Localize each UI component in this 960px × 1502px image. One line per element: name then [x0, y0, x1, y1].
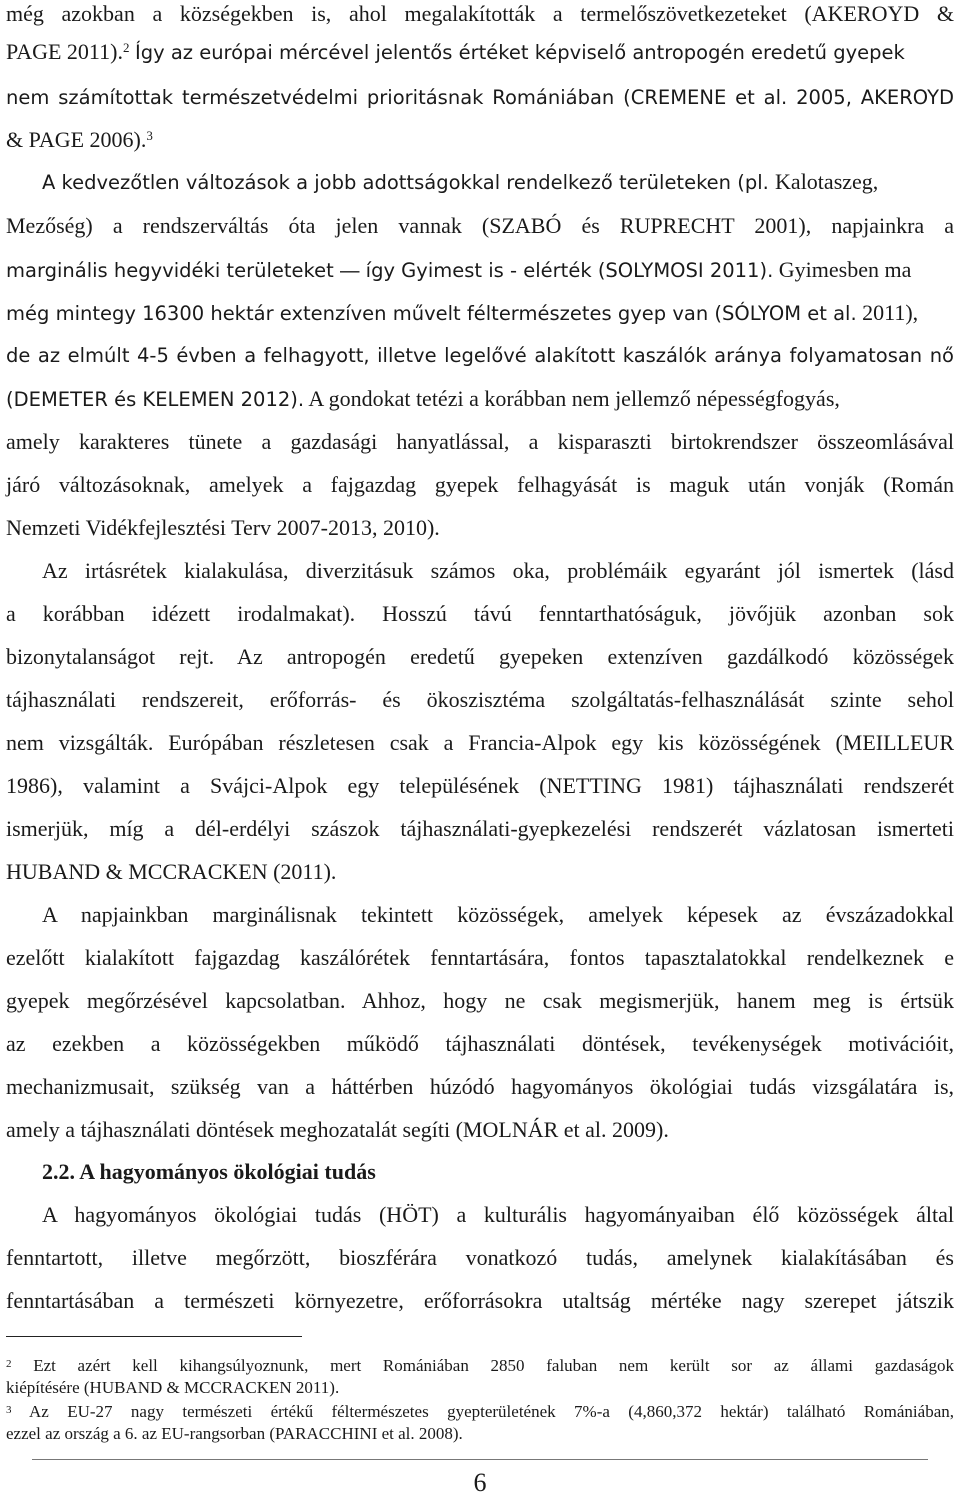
paragraph-line: még azokban a községekben is, ahol megalakították a termelőszövetkezeteket (AKEROYD &	[6, 1, 954, 26]
paragraph-line: amely karakteres tünete a gazdasági hanyatlással, a kisparaszti birtokrendszer összeomlásával	[6, 429, 954, 454]
paragraph-line: Nemzeti Vidékfejlesztési Terv 2007-2013, 2010).	[6, 515, 440, 540]
paragraph-line: fenntartásában a természeti környezetre, erőforrásokra utaltság mértéke nagy szerepet játszik	[6, 1288, 954, 1313]
page-number: 6	[473, 1468, 487, 1497]
footnote-3-cont: ezzel az ország a 6. az EU-rangsorban (PARACCHINI et al. 2008).	[6, 1424, 463, 1443]
footnote-ref: 2	[122, 40, 130, 55]
paragraph-line: & PAGE 2006).$^3$	[6, 127, 153, 152]
paragraph-line: gyepek megőrzésével kapcsolatban. Ahhoz, hogy ne csak megismerjük, hanem meg is értsük	[6, 988, 954, 1013]
paragraph-line: a korábban idézett irodalmakat). Hosszú távú fenntarthatóságuk, jövőjük azonban sok	[6, 601, 954, 626]
paragraph-line: A kedvezőtlen változások a jobb adottságokkal rendelkező területeken (pl. Kalotaszeg,	[42, 169, 879, 194]
paragraph-segment: Így az európai mércével jelentős értéket képviselő antropogén eredetű gyepek	[134, 41, 905, 64]
paragraph-line: bizonytalanságot rejt. Az antropogén eredetű gyepeken extenzíven gazdálkodó közösségek	[6, 644, 954, 669]
paragraph-line: PAGE 2011).$^2$ Így az európai mércével jelentős értéket képviselő antropogén eredetű gyepek	[6, 39, 905, 64]
paragraph-line: HUBAND & MCCRACKEN (2011).	[6, 859, 337, 884]
paragraph-line: Mezőség) a rendszerváltás óta jelen vannak (SZABÓ és RUPRECHT 2001), napjainkra a	[6, 213, 954, 238]
footnote-separator	[6, 1336, 302, 1337]
section-heading: 2.2. A hagyományos ökológiai tudás	[42, 1159, 376, 1184]
paragraph-line: 1986), valamint a Svájci-Alpok egy településének (NETTING 1981) tájhasználati rendszerét	[6, 773, 954, 798]
paragraph-line: fenntartott, illetve megőrzött, bioszférára vonatkozó tudás, amelynek kialakításában és	[6, 1245, 954, 1270]
footnote-ref: 3	[146, 128, 153, 143]
paragraph-line: Az irtásrétek kialakulása, diverzitásuk számos oka, problémáik egyaránt jól ismertek (lásd	[42, 558, 954, 583]
paragraph-line: A hagyományos ökológiai tudás (HÖT) a kulturális hagyományaiban élő közösségek által	[42, 1202, 954, 1227]
paragraph-line: A napjainkban marginálisnak tekintett közösségek, amelyek képesek az évszázadokkal	[42, 902, 954, 927]
footnote-2-cont: kiépítésére (HUBAND & MCCRACKEN 2011).	[6, 1378, 340, 1397]
paragraph-line: marginális hegyvidéki területeket ― így Gyimest is - elérték (SOLYMOSI 2011). Gyimesben ma	[6, 257, 912, 282]
paragraph-line: még mintegy 16300 hektár extenzíven művelt féltermészetes gyep van (SÓLYOM et al. 2011),	[6, 300, 919, 325]
footnote-2: $^2$ Ezt azért kell kihangsúlyoznunk, mert Romániában 2850 faluban nem került sor az állami gazdaságok	[6, 1356, 955, 1375]
paragraph-line: tájhasználati rendszereit, erőforrás- és ökoszisztéma szolgáltatás-felhasználását szinte sehol	[6, 687, 954, 712]
paragraph-line: de az elmúlt 4-5 évben a felhagyott, illetve legelővé alakított kaszálók aránya folyamatosan nő	[6, 344, 954, 367]
paragraph-line: járó változásoknak, amelyek a fajgazdag gyepek felhagyását is maguk után vonják (Román	[6, 472, 954, 497]
paragraph-line: nem számítottak természetvédelmi prioritásnak Romániában (CREMENE et al. 2005, AKEROYD	[6, 86, 954, 109]
paragraph-line: ezelőtt kialakított fajgazdag kaszálórétek fenntartására, fontos tapasztalatokkal rendelkeznek e	[6, 945, 954, 970]
paragraph-line: az ezekben a közösségekben működő tájhasználati döntések, tevékenységek motivációit,	[6, 1031, 954, 1056]
paragraph-line: nem vizsgálták. Európában részletesen csak a Francia-Alpok egy kis közösségének (MEILLEUR	[6, 730, 954, 755]
paragraph-line: mechanizmusait, szükség van a háttérben húzódó hagyományos ökológiai tudás vizsgálatára is,	[6, 1074, 954, 1099]
paragraph-line: ismerjük, míg a dél-erdélyi szászok tájhasználati-gyepkezelési rendszerét vázlatosan ismerteti	[6, 816, 954, 841]
paragraph-line: (DEMETER és KELEMEN 2012). A gondokat tetézi a korábban nem jellemző népességfogyás,	[6, 386, 840, 411]
paragraph-line: amely a tájhasználati döntések meghozatalát segíti (MOLNÁR et al. 2009).	[6, 1117, 669, 1142]
footer-rule	[32, 1459, 928, 1460]
footnote-3: $^3$ Az EU-27 nagy természeti értékű féltermészetes gyepterületének 7%-a (4,860,372 hektár) található Romániában,	[6, 1402, 954, 1421]
